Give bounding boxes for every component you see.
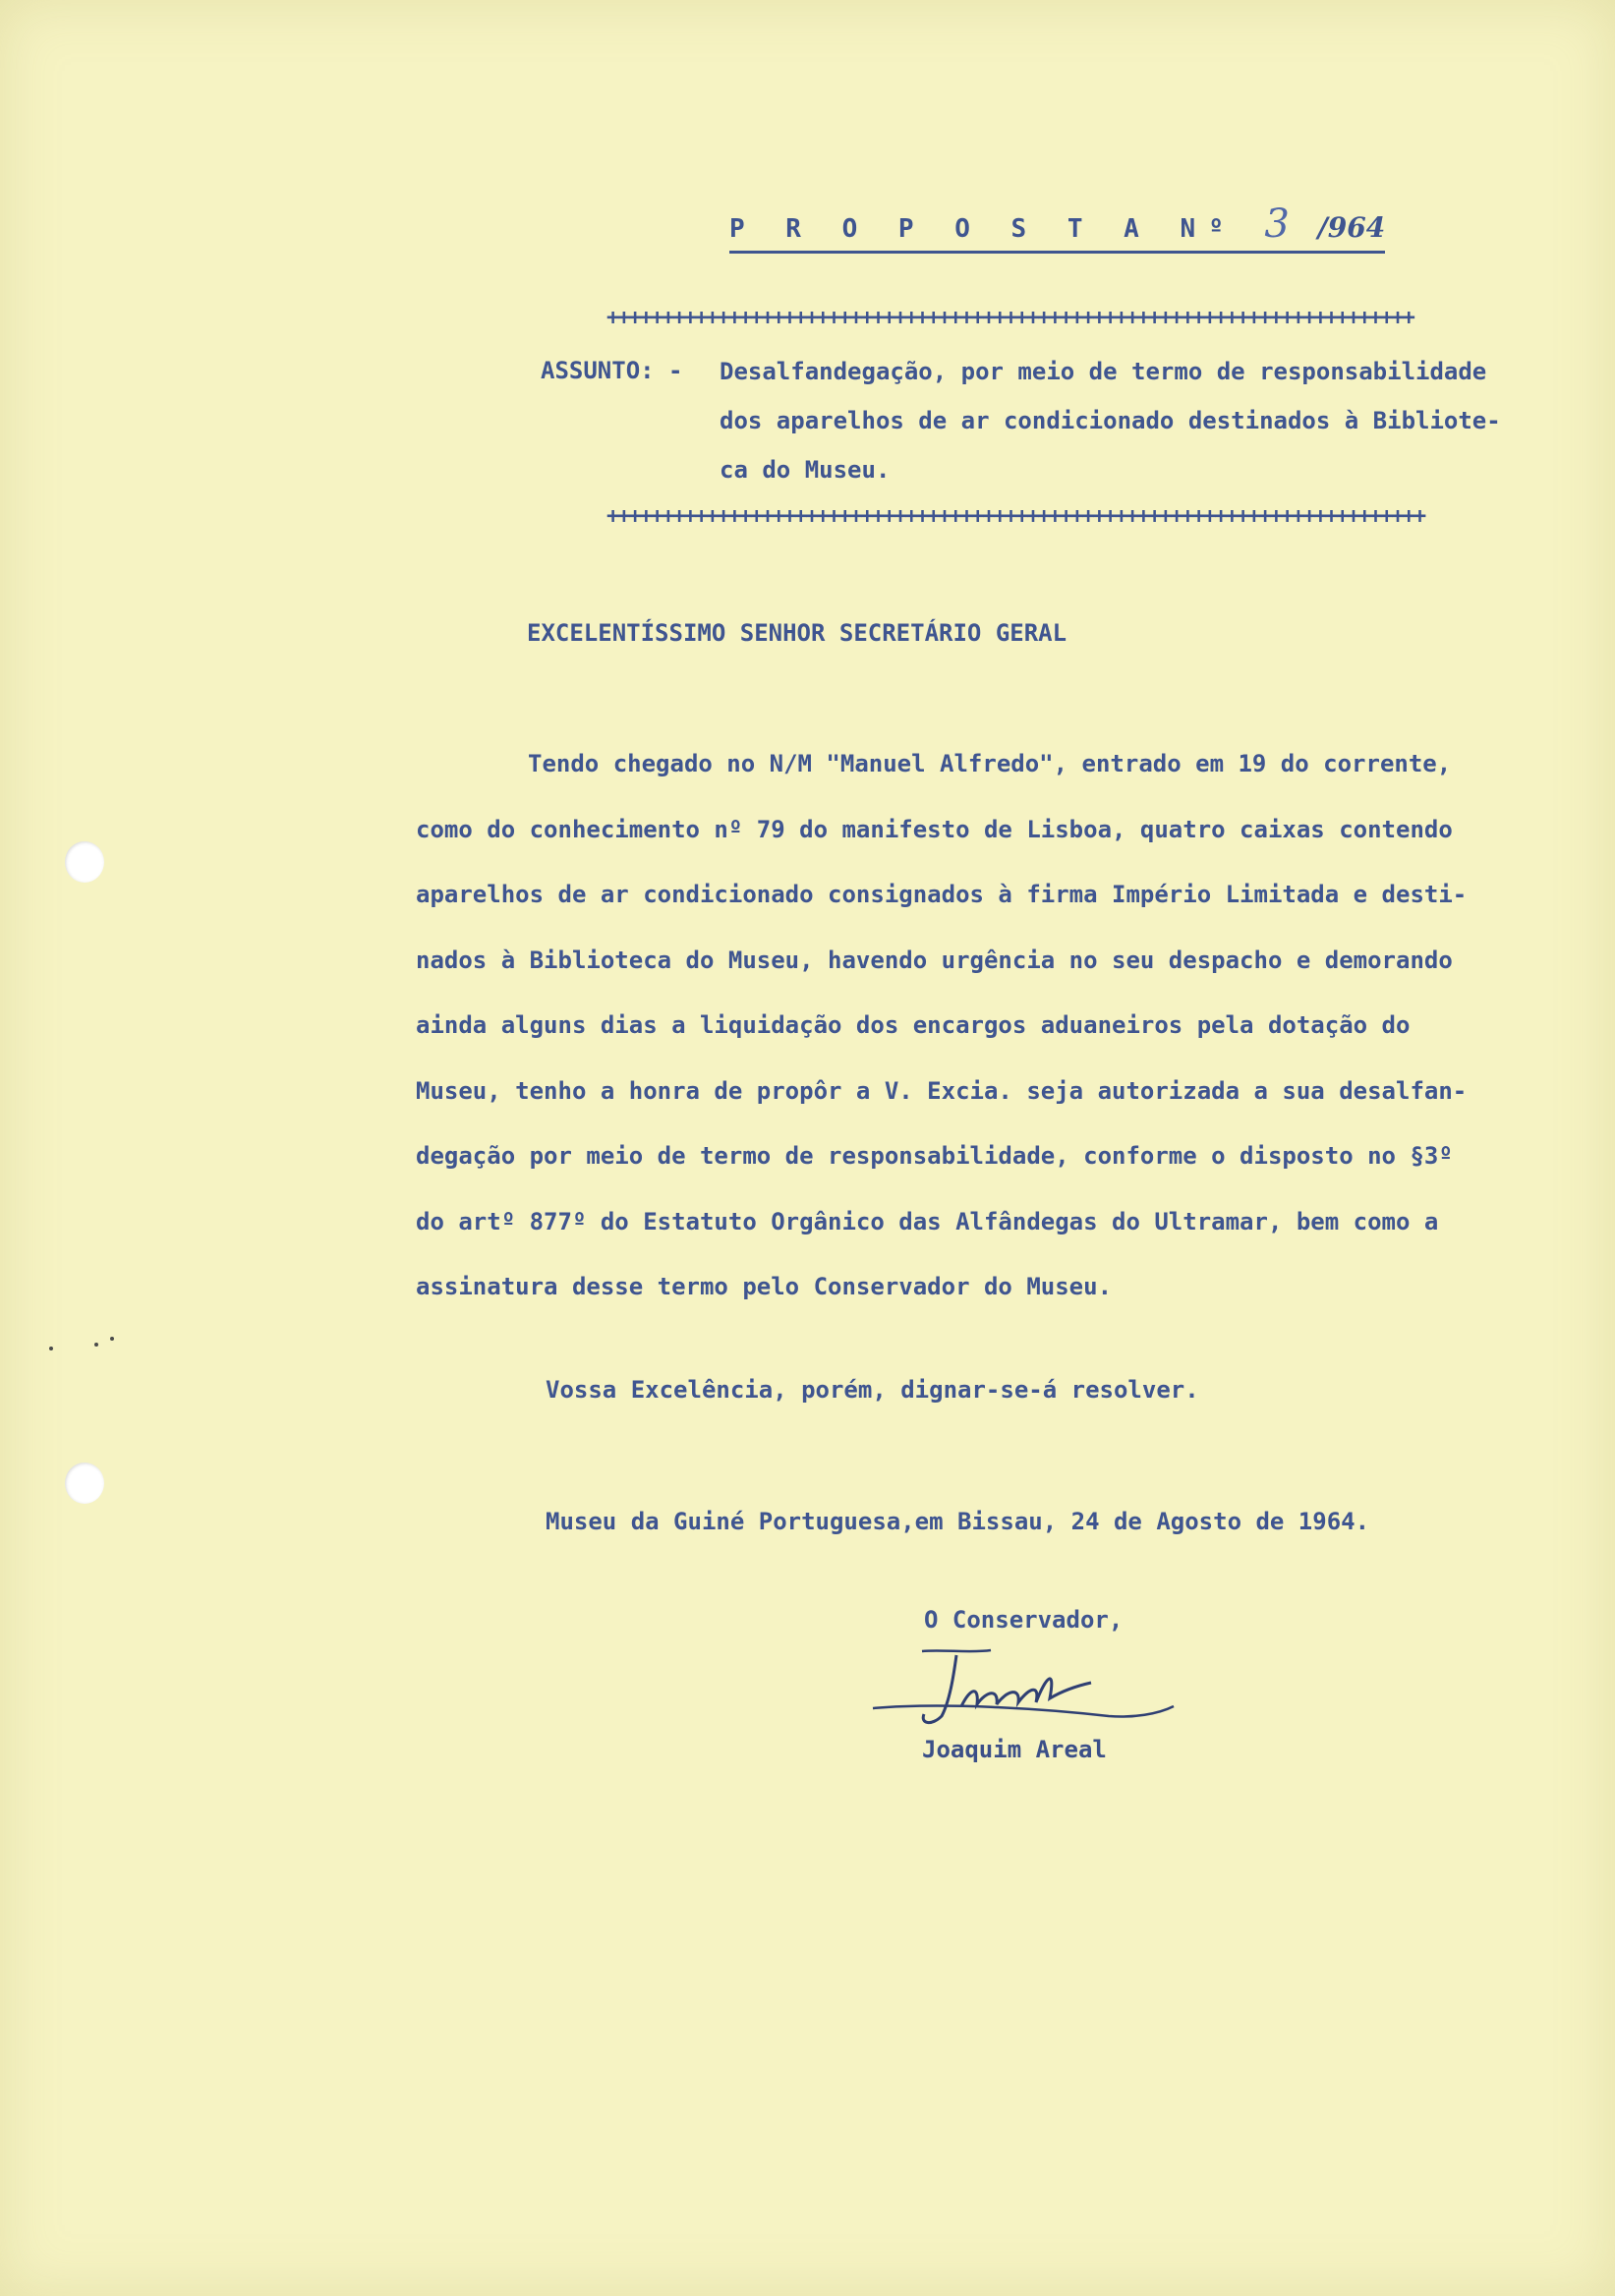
subject-line: Desalfandegação, por meio de termo de responsabilidade: [720, 358, 1487, 385]
subject-label: ASSUNTO: -: [541, 357, 683, 384]
handwritten-signature: [863, 1647, 1187, 1736]
body-line: assinatura desse termo pelo Conservador do Museu.: [416, 1273, 1113, 1300]
paper-speck: [110, 1337, 114, 1341]
salutation: EXCELENTÍSSIMO SENHOR SECRETÁRIO GERAL: [527, 619, 1067, 647]
body-line: do artº 877º do Estatuto Orgânico das Alfândegas do Ultramar, bem como a: [416, 1207, 1439, 1235]
separator-crosses-bottom: ++++++++++++++++++++++++++++++++++++++++++++++++++++++++++++++++++++++++++: [606, 504, 1425, 529]
body-line: Museu, tenho a honra de propôr a V. Excia. seja autorizada a sua desalfan-: [416, 1076, 1468, 1105]
document-title: [729, 201, 1385, 254]
body-line: degação por meio de termo de responsabilidade, conforme o disposto no §3º: [416, 1142, 1453, 1170]
title-number: 3: [1264, 201, 1290, 247]
punch-hole-top: [65, 841, 104, 883]
punch-hole-bottom: [65, 1463, 104, 1504]
separator-crosses-top: +++++++++++++++++++++++++++++++++++++++++++++++++++++++++++++++++++++++++: [606, 306, 1413, 330]
body-line: como do conhecimento nº 79 do manifesto de Lisboa, quatro caixas contendo: [416, 815, 1453, 843]
subject-text: [720, 357, 1604, 504]
closing-formula: Vossa Excelência, porém, dignar-se-á resolver.: [546, 1376, 1199, 1404]
place-and-date: Museu da Guiné Portuguesa,em Bissau, 24 de Agosto de 1964.: [546, 1508, 1370, 1535]
body-line: aparelhos de ar condicionado consignados à firma Império Limitada e desti-: [416, 881, 1468, 908]
title-prefix: P R O P O S T A Nº: [729, 214, 1237, 244]
paper-speck: [49, 1347, 53, 1350]
body-line: ainda alguns dias a liquidação dos encargos aduaneiros pela dotação do: [416, 1011, 1411, 1039]
body-line: nados à Biblioteca do Museu, havendo urgência no seu despacho e demorando: [416, 946, 1453, 974]
letter-body: [416, 749, 1595, 1338]
signer-role: O Conservador,: [924, 1606, 1124, 1634]
subject-line: dos aparelhos de ar condicionado destinados à Bibliote-: [720, 407, 1501, 434]
title-year: /964: [1317, 211, 1386, 244]
subject-line: ca do Museu.: [720, 456, 891, 484]
paper-speck: [94, 1343, 98, 1347]
signer-name: Joaquim Areal: [922, 1736, 1107, 1763]
body-line: Tendo chegado no N/M "Manuel Alfredo", entrado em 19 do corrente,: [528, 750, 1452, 777]
